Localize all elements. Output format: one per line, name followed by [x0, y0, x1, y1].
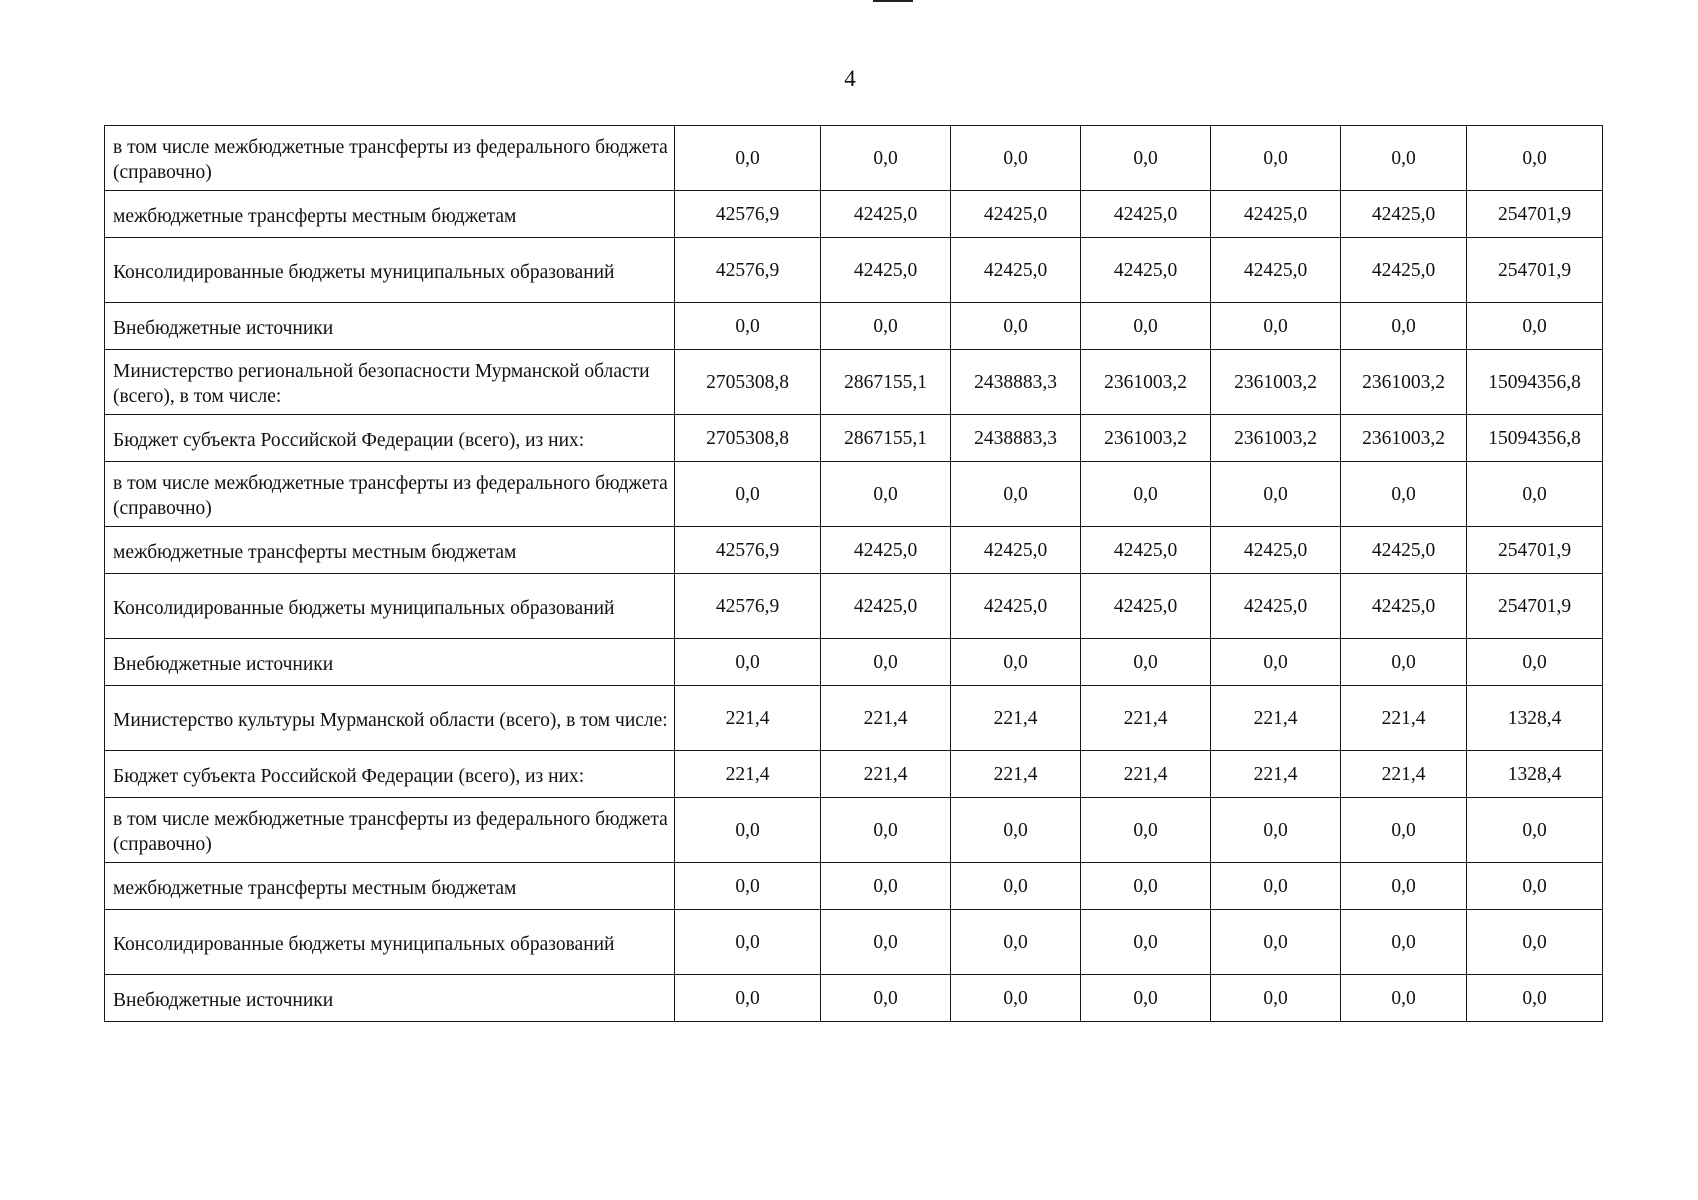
value-cell: 0,0 — [951, 462, 1081, 527]
value-cell: 0,0 — [1211, 462, 1341, 527]
value-cell: 42576,9 — [675, 574, 821, 639]
row-label: Министерство культуры Мурманской области (всего), в том числе: — [105, 686, 675, 751]
table-row — [105, 686, 1603, 751]
row-label: в том числе межбюджетные трансферты из федерального бюджета (справочно) — [105, 462, 675, 527]
value-cell: 0,0 — [1211, 910, 1341, 975]
value-cell: 221,4 — [1341, 686, 1467, 751]
value-cell: 0,0 — [675, 126, 821, 191]
value-cell: 0,0 — [951, 303, 1081, 350]
value-cell: 2361003,2 — [1081, 350, 1211, 415]
value-cell: 0,0 — [1467, 639, 1603, 686]
value-cell: 0,0 — [1081, 639, 1211, 686]
value-cell: 42425,0 — [951, 574, 1081, 639]
value-cell: 0,0 — [1211, 639, 1341, 686]
table-row — [105, 975, 1603, 1022]
value-cell: 42576,9 — [675, 527, 821, 574]
value-cell: 42425,0 — [1341, 574, 1467, 639]
value-cell: 0,0 — [1467, 798, 1603, 863]
value-cell: 0,0 — [1467, 462, 1603, 527]
value-cell: 42425,0 — [821, 527, 951, 574]
value-cell: 221,4 — [1341, 751, 1467, 798]
value-cell: 0,0 — [1467, 975, 1603, 1022]
table-row — [105, 350, 1603, 415]
row-label: межбюджетные трансферты местным бюджетам — [105, 527, 675, 574]
value-cell: 0,0 — [821, 798, 951, 863]
row-label: Внебюджетные источники — [105, 975, 675, 1022]
table-row — [105, 462, 1603, 527]
value-cell: 42425,0 — [821, 191, 951, 238]
value-cell: 221,4 — [821, 751, 951, 798]
row-label: межбюджетные трансферты местным бюджетам — [105, 863, 675, 910]
value-cell: 2438883,3 — [951, 350, 1081, 415]
value-cell: 0,0 — [1467, 863, 1603, 910]
value-cell: 0,0 — [675, 975, 821, 1022]
value-cell: 2361003,2 — [1341, 350, 1467, 415]
value-cell: 221,4 — [821, 686, 951, 751]
value-cell: 42576,9 — [675, 238, 821, 303]
table-row — [105, 798, 1603, 863]
value-cell: 2705308,8 — [675, 350, 821, 415]
row-label: Консолидированные бюджеты муниципальных образований — [105, 238, 675, 303]
value-cell: 1328,4 — [1467, 751, 1603, 798]
value-cell: 42425,0 — [1081, 574, 1211, 639]
table-row — [105, 415, 1603, 462]
row-label: Консолидированные бюджеты муниципальных образований — [105, 910, 675, 975]
value-cell: 0,0 — [675, 639, 821, 686]
value-cell: 0,0 — [1341, 910, 1467, 975]
top-mark — [873, 0, 913, 2]
value-cell: 0,0 — [675, 303, 821, 350]
row-label: в том числе межбюджетные трансферты из федерального бюджета (справочно) — [105, 798, 675, 863]
value-cell: 42425,0 — [1341, 238, 1467, 303]
row-label: Бюджет субъекта Российской Федерации (всего), из них: — [105, 751, 675, 798]
value-cell: 221,4 — [1081, 751, 1211, 798]
value-cell: 42425,0 — [1081, 527, 1211, 574]
value-cell: 2361003,2 — [1211, 415, 1341, 462]
value-cell: 0,0 — [1211, 303, 1341, 350]
value-cell: 0,0 — [1341, 863, 1467, 910]
value-cell: 0,0 — [1467, 303, 1603, 350]
value-cell: 0,0 — [821, 462, 951, 527]
value-cell: 0,0 — [675, 798, 821, 863]
value-cell: 42425,0 — [951, 191, 1081, 238]
value-cell: 0,0 — [1081, 910, 1211, 975]
value-cell: 0,0 — [1211, 863, 1341, 910]
value-cell: 221,4 — [675, 686, 821, 751]
table-row — [105, 639, 1603, 686]
value-cell: 0,0 — [1341, 303, 1467, 350]
value-cell: 0,0 — [1341, 639, 1467, 686]
row-label: Бюджет субъекта Российской Федерации (всего), из них: — [105, 415, 675, 462]
row-label: Внебюджетные источники — [105, 303, 675, 350]
value-cell: 254701,9 — [1467, 574, 1603, 639]
value-cell: 0,0 — [1341, 462, 1467, 527]
table-row — [105, 191, 1603, 238]
value-cell: 221,4 — [675, 751, 821, 798]
value-cell: 0,0 — [1211, 798, 1341, 863]
row-label: Внебюджетные источники — [105, 639, 675, 686]
table-row — [105, 527, 1603, 574]
value-cell: 42576,9 — [675, 191, 821, 238]
value-cell: 0,0 — [1341, 126, 1467, 191]
value-cell: 0,0 — [675, 910, 821, 975]
table-row — [105, 910, 1603, 975]
value-cell: 2705308,8 — [675, 415, 821, 462]
value-cell: 0,0 — [1081, 863, 1211, 910]
value-cell: 0,0 — [951, 863, 1081, 910]
value-cell: 221,4 — [951, 686, 1081, 751]
value-cell: 221,4 — [1211, 751, 1341, 798]
value-cell: 0,0 — [951, 798, 1081, 863]
value-cell: 221,4 — [1081, 686, 1211, 751]
value-cell: 42425,0 — [1081, 238, 1211, 303]
value-cell: 2438883,3 — [951, 415, 1081, 462]
value-cell: 0,0 — [821, 910, 951, 975]
row-label: межбюджетные трансферты местным бюджетам — [105, 191, 675, 238]
value-cell: 42425,0 — [1211, 574, 1341, 639]
page-number: 4 — [844, 66, 856, 91]
value-cell: 0,0 — [1081, 975, 1211, 1022]
value-cell: 42425,0 — [1211, 527, 1341, 574]
row-label: Консолидированные бюджеты муниципальных образований — [105, 574, 675, 639]
table-row — [105, 303, 1603, 350]
value-cell: 221,4 — [951, 751, 1081, 798]
table-row — [105, 126, 1603, 191]
value-cell: 0,0 — [821, 126, 951, 191]
value-cell: 0,0 — [951, 639, 1081, 686]
value-cell: 42425,0 — [821, 238, 951, 303]
value-cell: 0,0 — [675, 863, 821, 910]
value-cell: 42425,0 — [821, 574, 951, 639]
value-cell: 2361003,2 — [1211, 350, 1341, 415]
value-cell: 42425,0 — [1341, 527, 1467, 574]
table-row — [105, 574, 1603, 639]
value-cell: 0,0 — [821, 863, 951, 910]
table-row — [105, 238, 1603, 303]
value-cell: 0,0 — [951, 126, 1081, 191]
value-cell: 0,0 — [821, 639, 951, 686]
value-cell: 0,0 — [1081, 303, 1211, 350]
value-cell: 254701,9 — [1467, 238, 1603, 303]
value-cell: 15094356,8 — [1467, 350, 1603, 415]
row-label: в том числе межбюджетные трансферты из федерального бюджета (справочно) — [105, 126, 675, 191]
row-label: Министерство региональной безопасности Мурманской области (всего), в том числе: — [105, 350, 675, 415]
value-cell: 254701,9 — [1467, 527, 1603, 574]
value-cell: 254701,9 — [1467, 191, 1603, 238]
table-row — [105, 751, 1603, 798]
value-cell: 0,0 — [1081, 126, 1211, 191]
value-cell: 2361003,2 — [1341, 415, 1467, 462]
value-cell: 0,0 — [1211, 126, 1341, 191]
value-cell: 0,0 — [951, 910, 1081, 975]
value-cell: 0,0 — [821, 303, 951, 350]
value-cell: 0,0 — [675, 462, 821, 527]
value-cell: 0,0 — [1341, 975, 1467, 1022]
table-body — [105, 126, 1603, 1022]
value-cell: 0,0 — [1467, 910, 1603, 975]
value-cell: 2867155,1 — [821, 350, 951, 415]
value-cell: 0,0 — [821, 975, 951, 1022]
value-cell: 42425,0 — [1341, 191, 1467, 238]
value-cell: 42425,0 — [1081, 191, 1211, 238]
value-cell: 2867155,1 — [821, 415, 951, 462]
value-cell: 0,0 — [1081, 798, 1211, 863]
value-cell: 2361003,2 — [1081, 415, 1211, 462]
value-cell: 0,0 — [1211, 975, 1341, 1022]
value-cell: 0,0 — [1081, 462, 1211, 527]
value-cell: 42425,0 — [1211, 238, 1341, 303]
value-cell: 1328,4 — [1467, 686, 1603, 751]
value-cell: 0,0 — [1467, 126, 1603, 191]
budget-table — [104, 125, 1603, 1022]
value-cell: 42425,0 — [951, 527, 1081, 574]
value-cell: 42425,0 — [951, 238, 1081, 303]
value-cell: 0,0 — [1341, 798, 1467, 863]
table-row — [105, 863, 1603, 910]
value-cell: 0,0 — [951, 975, 1081, 1022]
value-cell: 221,4 — [1211, 686, 1341, 751]
value-cell: 15094356,8 — [1467, 415, 1603, 462]
value-cell: 42425,0 — [1211, 191, 1341, 238]
